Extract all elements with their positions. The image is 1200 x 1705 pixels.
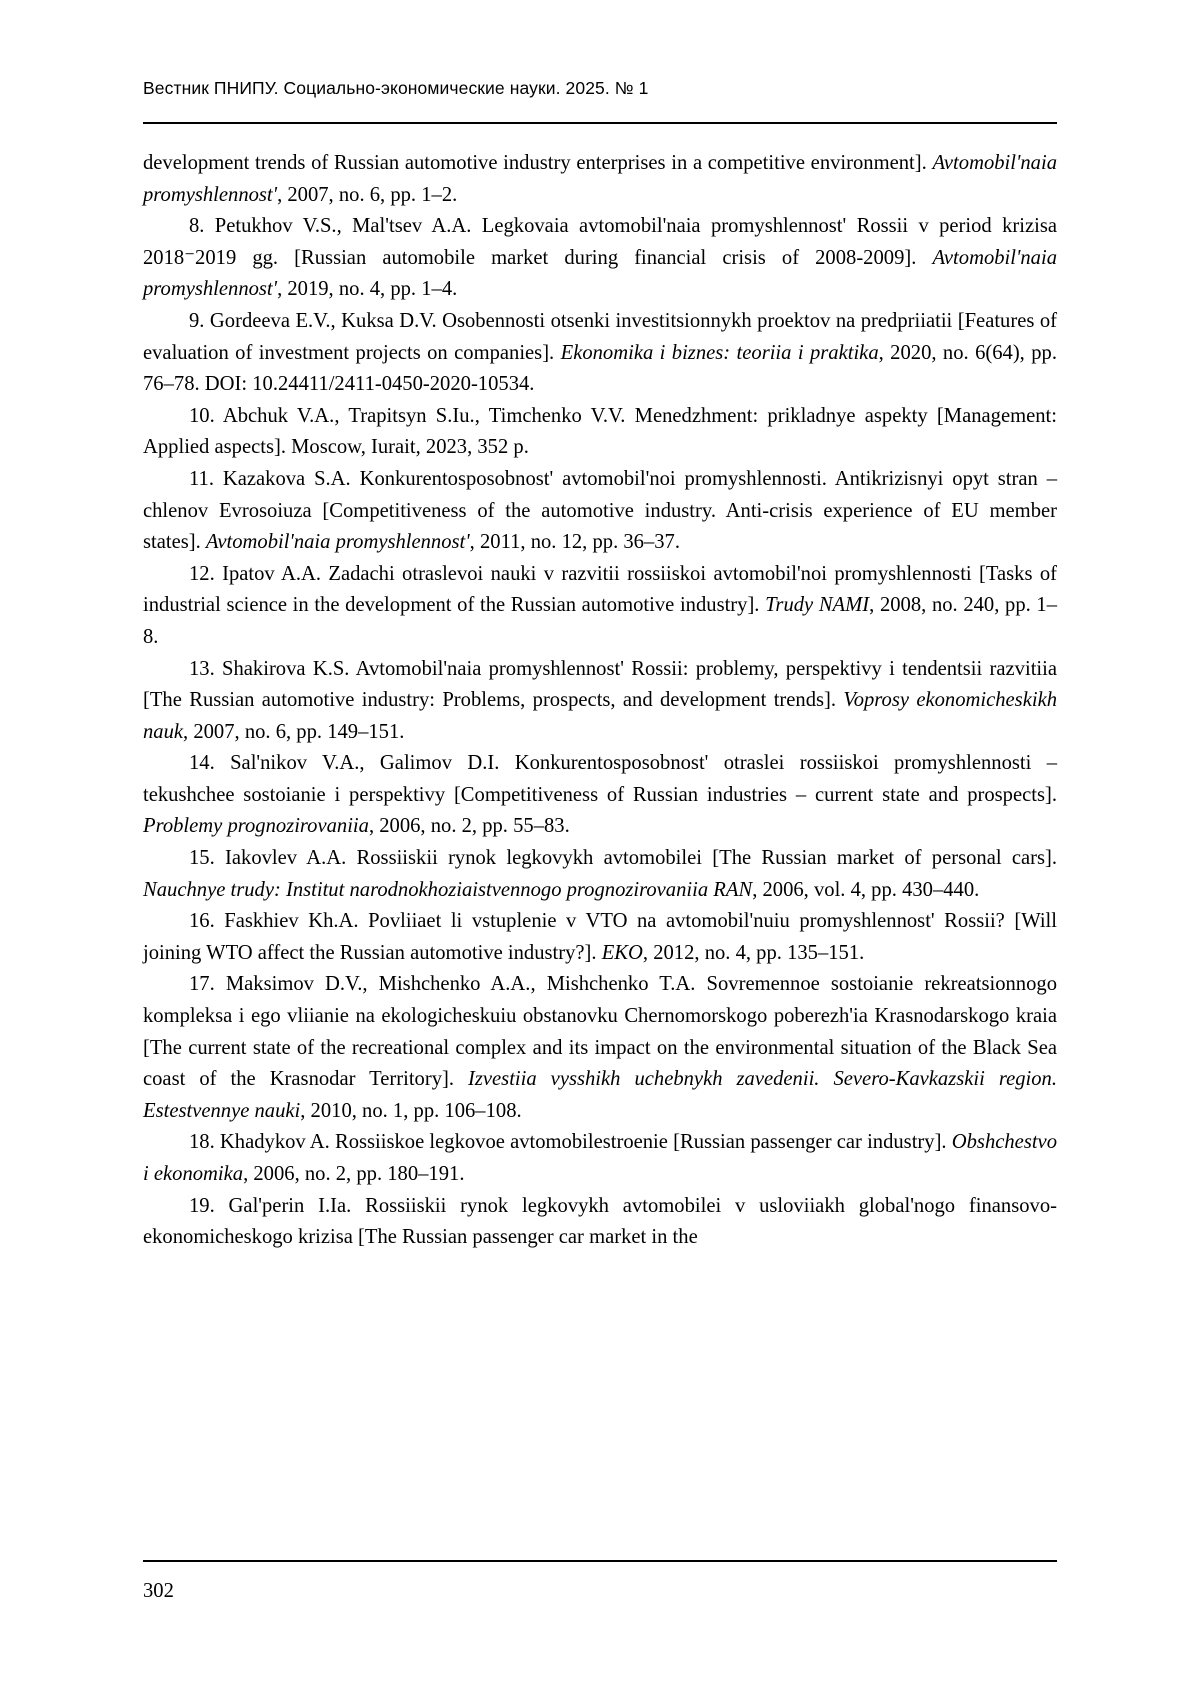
reference-text: 18. Khadykov A. Rossiiskoe legkovoe avtomobilestroenie [Russian passenger car industry]. [189, 1131, 952, 1154]
reference-entry [143, 211, 1057, 306]
reference-text: 13. Shakirova K.S. Avtomobil'naia promyshlennost' Rossii: problemy, perspektivy i tendentsii razvitiia [The Russian automotive industry: Problems, prospects, and development trends]. [143, 657, 1057, 712]
source-title: Problemy prognozirovaniia [143, 815, 369, 838]
reference-text: 10. Abchuk V.A., Trapitsyn S.Iu., Timchenko V.V. Menedzhment: prikladnye aspekty [Management: Applied aspects]. Moscow, Iurait, 2023, 352 p. [143, 404, 1057, 459]
source-title: Nauchnye trudy: Institut narodnokhoziaistvennogo prognozirovaniia RAN [143, 878, 753, 901]
reference-entry [143, 1191, 1057, 1254]
reference-text: , 2006, vol. 4, pp. 430–440. [752, 878, 980, 901]
reference-text: development trends of Russian automotive industry enterprises in a competitive environment]. [143, 152, 933, 174]
reference-entry [143, 654, 1057, 749]
references-list [143, 148, 1057, 1254]
reference-entry [143, 1127, 1057, 1190]
reference-entry [143, 906, 1057, 969]
running-head: Вестник ПНИПУ. Социально-экономические науки. 2025. № 1 [143, 78, 649, 98]
source-title: Trudy NAMI [765, 594, 870, 617]
reference-text: 16. Faskhiev Kh.A. Povliiaet li vstuplenie v VTO na avtomobil'nuiu promyshlennost' Rossii? [Will joining WTO affect the Russian automotive industry?]. [143, 910, 1057, 964]
reference-text: 15. Iakovlev A.A. Rossiiskii rynok legkovykh avtomobilei [The Russian market of personal cars]. [189, 847, 1057, 870]
reference-text: 8. Petukhov V.S., Mal'tsev A.A. Legkovaia avtomobil'naia promyshlennost' Rossii v period krizisa 2018⁻2019 gg. [Russian automobile market during financial crisis of 2008-2009]. [143, 215, 1057, 269]
reference-entry [143, 748, 1057, 843]
reference-text: 19. Gal'perin I.Ia. Rossiiskii rynok legkovykh avtomobilei v usloviiakh global'nogo finansovo-ekonomicheskogo krizisa [The Russian passenger car market in the [143, 1194, 1057, 1249]
source-title: Avtomobil'naia promyshlennost' [143, 152, 1057, 206]
source-title: Obshchestvo i ekonomika [143, 1131, 1057, 1185]
source-title: Voprosy ekonomicheskikh nauk [143, 689, 1057, 743]
reference-entry [143, 843, 1057, 906]
reference-text: , 2010, no. 1, pp. 106–108. [300, 1099, 522, 1122]
reference-text: 11. Kazakova S.A. Konkurentosposobnost' avtomobil'noi promyshlennosti. Antikrizisnyi opyt stran – chlenov Evrosoiuza [Competitiveness of the automotive industry. Anti-crisis experience of EU member states]. [143, 467, 1057, 554]
reference-text: , 2008, no. 240, pp. 1–8. [143, 594, 1057, 648]
reference-text: 14. Sal'nikov V.A., Galimov D.I. Konkurentosposobnost' otraslei rossiiskoi promyshlennosti – tekushchee sostoianie i perspektivy [Competitiveness of Russian industries – current state and prospects]. [143, 752, 1057, 806]
source-title: EKO [601, 941, 643, 964]
reference-text: , 2019, no. 4, pp. 1–4. [277, 278, 458, 301]
reference-text: , 2011, no. 12, pp. 36–37. [469, 531, 680, 554]
reference-text: , 2006, no. 2, pp. 180–191. [243, 1163, 465, 1185]
reference-entry [143, 559, 1057, 654]
reference-text: , 2012, no. 4, pp. 135–151. [642, 941, 865, 964]
source-title: Izvestiia vysshikh uchebnykh zavedenii. Severo-Kavkazskii region. Estestvennye nauki [143, 1068, 1057, 1122]
source-title: Avtomobil'naia promyshlennost' [143, 246, 1057, 301]
footer-rule [143, 1560, 1057, 1562]
reference-entry [143, 306, 1057, 401]
reference-entry [143, 148, 1057, 211]
reference-entry [143, 401, 1057, 464]
source-title: Avtomobil'naia promyshlennost' [205, 531, 470, 554]
page-number: 302 [143, 1580, 174, 1602]
header-rule [143, 122, 1057, 124]
reference-text: , 2007, no. 6, pp. 1–2. [277, 183, 458, 206]
reference-text: 9. Gordeeva E.V., Kuksa D.V. Osobennosti otsenki investitsionnykh proektov na predpriiatii [Features of evaluation of investment projects on companies]. [143, 309, 1057, 364]
reference-entry [143, 969, 1057, 1127]
source-title: Ekonomika i biznes: teoriia i praktika [560, 341, 879, 364]
reference-text: 12. Ipatov A.A. Zadachi otraslevoi nauki v razvitii rossiiskoi avtomobil'noi promyshlennosti [Tasks of industrial science in the development of the Russian automotive industry]. [143, 562, 1057, 617]
reference-text: 17. Maksimov D.V., Mishchenko A.A., Mishchenko T.A. Sovremennoe sostoianie rekreatsionnogo kompleksa i ego vliianie na ekologicheskuiu obstanovku Chernomorskogo poberezh'ia Krasnodarskogo kraia [The current state of the recreational complex and its impact on the environmental situation of the Black Sea coast of the Krasnodar Territory]. [143, 973, 1057, 1091]
reference-text: , 2020, no. 6(64), pp. 76–78. DOI: 10.24411/2411-0450-2020-10534. [143, 341, 1057, 396]
reference-text: , 2006, no. 2, pp. 55–83. [368, 815, 570, 838]
reference-text: , 2007, no. 6, pp. 149–151. [183, 720, 405, 743]
reference-entry [143, 464, 1057, 559]
